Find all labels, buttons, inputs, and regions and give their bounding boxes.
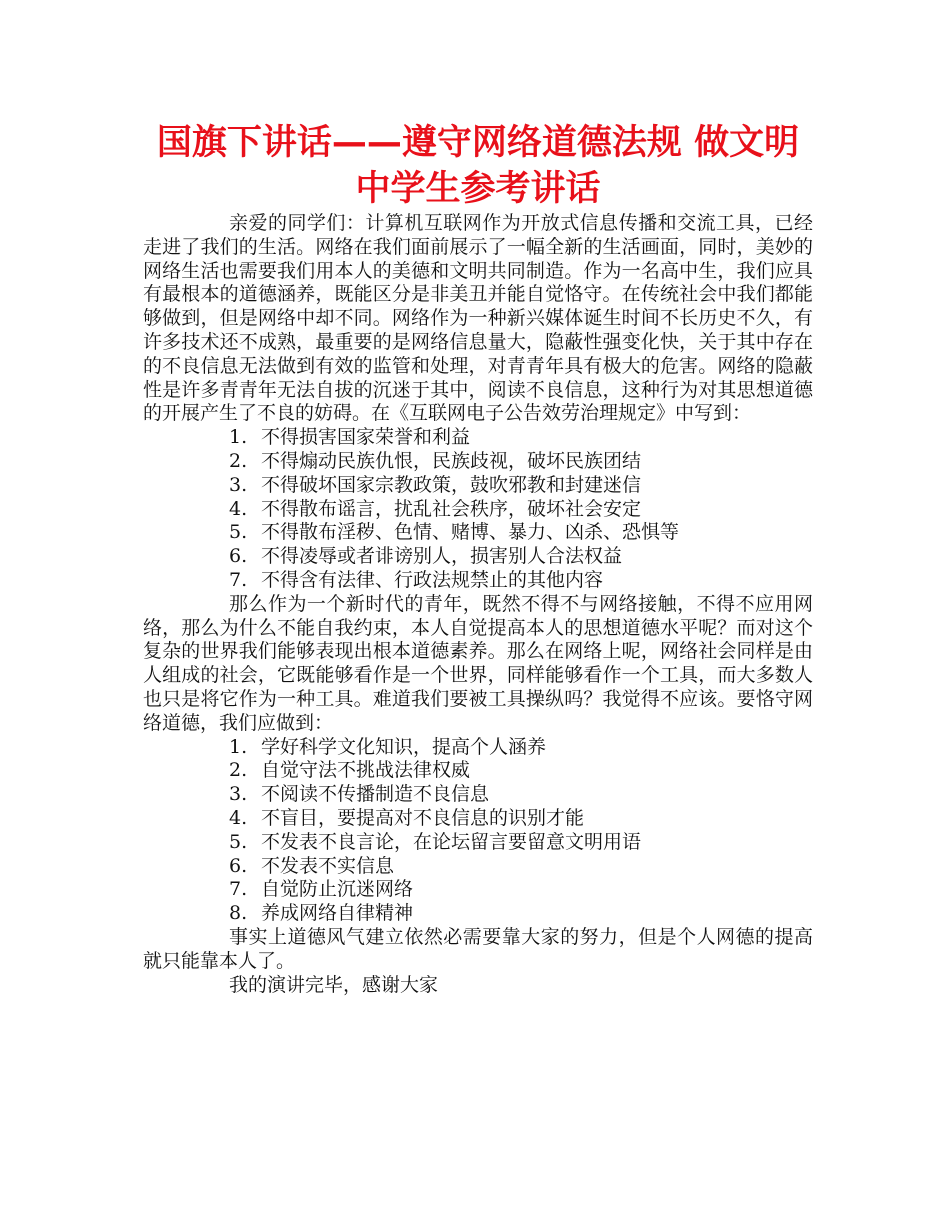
paragraph-reflection: 那么作为一个新时代的青年，既然不得不与网络接触，不得不应用网络，那么为什么不能自我约束，本人自觉提高本人的思想道德水平呢？而对这个复杂的世界我们能够表现出根本道德素养。那么在网络上呢，网络社会同样是由人组成的社会，它既能够看作是一个世界，同样能够看作一个工具，而大多数人也只是将它作为一种工具。难道我们要被工具操纵吗？我觉得不应该。要恪守网络道德，我们应做到： xyxy=(143,592,813,734)
document-title xyxy=(143,120,813,212)
conduct-list xyxy=(143,736,813,926)
list-item: 5. 不得散布淫秽、色情、赌博、暴力、凶杀、恐惧等 xyxy=(229,521,680,544)
list-item: 5. 不发表不良言论，在论坛留言要留意文明用语 xyxy=(229,830,642,853)
list-item: 8. 养成网络自律精神 xyxy=(229,902,414,925)
list-item: 7. 自觉防止沉迷网络 xyxy=(229,878,414,901)
list-item: 2. 自觉守法不挑战法律权威 xyxy=(229,759,471,782)
regulation-list xyxy=(143,426,813,593)
paragraph-conclusion: 事实上道德风气建立依然必需要靠大家的努力，但是个人网德的提高就只能靠本人了。 xyxy=(143,925,813,972)
list-item: 6. 不得凌辱或者诽谤别人，损害别人合法权益 xyxy=(229,545,623,568)
document-body xyxy=(143,212,813,997)
list-item: 6. 不发表不实信息 xyxy=(229,854,395,877)
paragraph-closing: 我的演讲完毕，感谢大家 xyxy=(229,973,439,996)
paragraph-intro: 亲爱的同学们：计算机互联网作为开放式信息传播和交流工具，已经走进了我们的生活。网络在我们面前展示了一幅全新的生活画面，同时，美妙的网络生活也需要我们用本人的美德和文明共同制造。作为一名高中生，我们应具有最根本的道德涵养，既能区分是非美丑并能自觉恪守。在传统社会中我们都能够做到，但是网络中却不同。网络作为一种新兴媒体诞生时间不长历史不久，有许多技术还不成熟，最重要的是网络信息量大，隐蔽性强变化快，关于其中存在的不良信息无法做到有效的监管和处理，对青青年具有极大的危害。网络的隐蔽性是许多青青年无法自拔的沉迷于其中，阅读不良信息，这种行为对其思想道德的开展产生了不良的妨碍。在《互联网电子公告效劳治理规定》中写到： xyxy=(143,212,813,425)
title-line-1: 国旗下讲话——遵守网络道德法规 做文明 xyxy=(156,123,800,163)
list-item: 4. 不盲目，要提高对不良信息的识别才能 xyxy=(229,806,585,829)
document-page xyxy=(143,120,813,997)
list-item: 4. 不得散布谣言，扰乱社会秩序，破坏社会安定 xyxy=(229,497,642,520)
list-item: 1. 不得损害国家荣誉和利益 xyxy=(229,426,471,449)
list-item: 3. 不得破坏国家宗教政策，鼓吹邪教和封建迷信 xyxy=(229,473,642,496)
list-item: 7. 不得含有法律、行政法规禁止的其他内容 xyxy=(229,568,604,591)
list-item: 3. 不阅读不传播制造不良信息 xyxy=(229,783,490,806)
list-item: 2. 不得煽动民族仇恨，民族歧视，破坏民族团结 xyxy=(229,449,642,472)
title-line-2: 中学生参考讲话 xyxy=(355,169,601,209)
list-item: 1. 学好科学文化知识，提高个人涵养 xyxy=(229,735,547,758)
